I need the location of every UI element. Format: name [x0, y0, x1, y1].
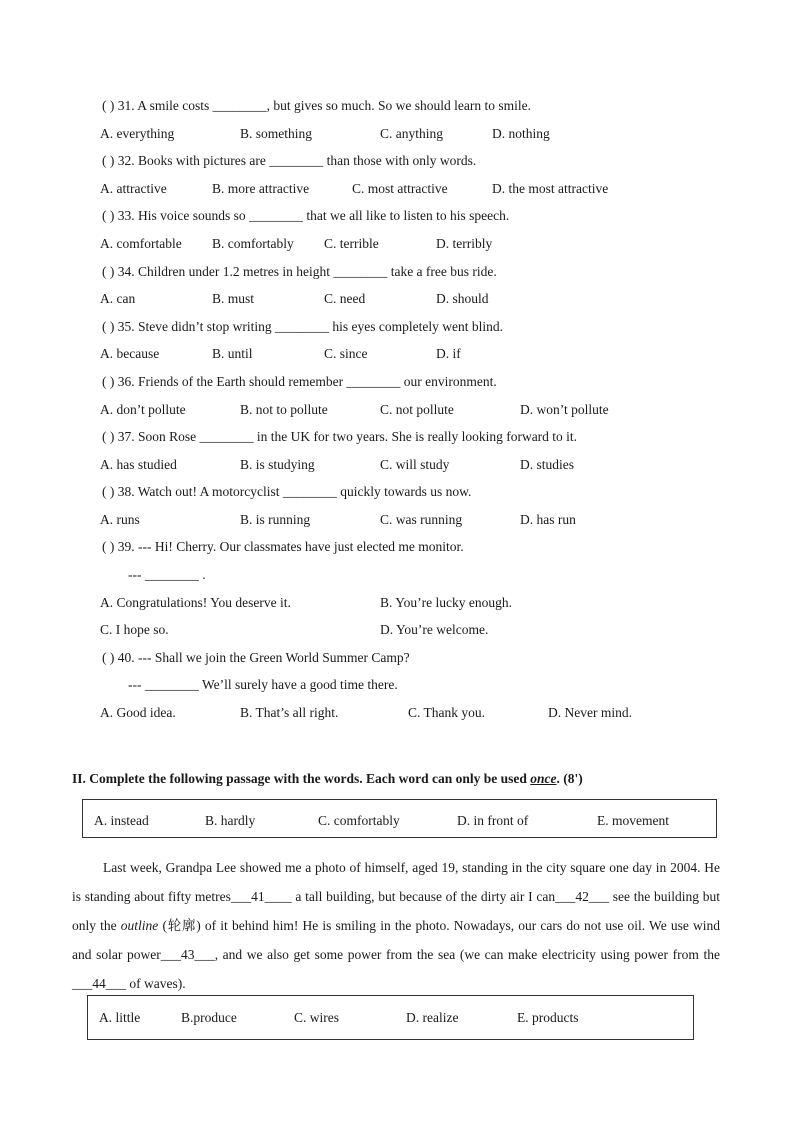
- option-d: D. won’t pollute: [520, 402, 609, 417]
- options-31: [100, 125, 720, 143]
- passage-italic-word: outline: [120, 918, 159, 933]
- question-stem: ( ) 34. Children under 1.2 metres in height ________ take a free bus ride.: [102, 264, 497, 279]
- options-40: [100, 704, 720, 722]
- question-stem: ( ) 39. --- Hi! Cherry. Our classmates have just elected me monitor.: [102, 539, 464, 554]
- word-box-1: [82, 799, 717, 838]
- option-a: A. because: [100, 346, 160, 361]
- word-box-2: [87, 995, 694, 1040]
- question-38: [102, 483, 471, 501]
- question-40: [102, 649, 410, 667]
- option-c: C. will study: [380, 457, 450, 472]
- option-d: D. Never mind.: [548, 705, 632, 720]
- option-b: B. That’s all right.: [240, 705, 339, 720]
- question-stem: ( ) 35. Steve didn’t stop writing ________ his eyes completely went blind.: [102, 319, 503, 334]
- option-a: A. don’t pollute: [100, 402, 186, 417]
- option-b: B. must: [212, 291, 255, 306]
- option-a: A. runs: [100, 512, 140, 527]
- word-option-b: B. hardly: [205, 813, 256, 828]
- question-35: [102, 318, 503, 336]
- reply-39: [128, 566, 206, 584]
- question-37: [102, 428, 577, 446]
- option-c: C. not pollute: [380, 402, 454, 417]
- option-d: D. studies: [520, 457, 574, 472]
- option-c: C. most attractive: [352, 181, 448, 196]
- question-stem: ( ) 37. Soon Rose ________ in the UK for two years. She is really looking forward to it.: [102, 429, 578, 444]
- option-d: D. You’re welcome.: [380, 622, 489, 637]
- word-option-d: D. realize: [406, 1010, 459, 1025]
- question-36: [102, 373, 497, 391]
- option-b: B. comfortably: [212, 236, 294, 251]
- option-b: B. more attractive: [212, 181, 310, 196]
- question-stem: ( ) 38. Watch out! A motorcyclist ________ quickly towards us now.: [102, 484, 472, 499]
- option-b: B. not to pollute: [240, 402, 328, 417]
- word-option-e: E. products: [517, 1010, 579, 1025]
- reply-40: [128, 676, 398, 694]
- question-stem: ( ) 33. His voice sounds so ________ that we all like to listen to his speech.: [102, 208, 510, 223]
- question-39: [102, 538, 464, 556]
- option-d: D. should: [436, 291, 489, 306]
- section-title-text: II. Complete the following passage with the words. Each word can only be used: [72, 771, 531, 786]
- options-36: [100, 401, 720, 419]
- option-b: B. You’re lucky enough.: [380, 595, 512, 610]
- word-option-c: C. wires: [294, 1010, 339, 1025]
- options-34: [100, 290, 720, 308]
- dialog-reply: --- ________ We’ll surely have a good time there.: [128, 677, 398, 692]
- option-c: C. Thank you.: [408, 705, 485, 720]
- word-option-d: D. in front of: [457, 813, 529, 828]
- passage-paragraph: [72, 853, 720, 998]
- passage: [72, 853, 720, 998]
- option-b: B. is studying: [240, 457, 315, 472]
- option-a: A. Good idea.: [100, 705, 176, 720]
- word-option-a: A. instead: [94, 813, 149, 828]
- options-37: [100, 456, 720, 474]
- question-33: [102, 207, 509, 225]
- dialog-reply: --- ________ .: [128, 567, 206, 582]
- question-34: [102, 263, 497, 281]
- option-d: D. terribly: [436, 236, 493, 251]
- word-option-e: E. movement: [597, 813, 669, 828]
- option-a: A. has studied: [100, 457, 177, 472]
- option-a: A. comfortable: [100, 236, 182, 251]
- section-title-points: . (8'): [556, 771, 583, 786]
- option-d: D. nothing: [492, 126, 550, 141]
- section-title-emphasis: once: [530, 771, 557, 786]
- option-a: A. attractive: [100, 181, 167, 196]
- option-c: C. terrible: [324, 236, 379, 251]
- option-b: B. something: [240, 126, 313, 141]
- options-33: [100, 235, 720, 253]
- question-stem: ( ) 31. A smile costs ________, but gives so much. So we should learn to smile.: [102, 98, 531, 113]
- question-stem: ( ) 40. --- Shall we join the Green World Summer Camp?: [102, 650, 410, 665]
- option-c: C. I hope so.: [100, 622, 169, 637]
- option-a: A. Congratulations! You deserve it.: [100, 595, 291, 610]
- options-35: [100, 345, 720, 363]
- question-32: [102, 152, 476, 170]
- passage-text: Last week, Grandpa Lee showed me a photo of himself, aged 19, standing in the city square one day in 2004. He is standing about fifty metres___41____ a tall building, but because of the dirty air I can___42___ see the building but only the: [72, 860, 720, 933]
- option-a: A. can: [100, 291, 136, 306]
- option-c: C. since: [324, 346, 368, 361]
- word-option-c: C. comfortably: [318, 813, 400, 828]
- passage-text-end: (轮廓) of it behind him! He is smiling in the photo. Nowadays, our cars do not use oil. We use wind and solar power___43___, and we also get some power from the sea (we can make electricity using power from the ___44___ of waves).: [72, 918, 720, 991]
- question-31: [102, 97, 531, 115]
- option-d: D. if: [436, 346, 461, 361]
- word-option-b: B.produce: [181, 1010, 237, 1025]
- section-2-title: [72, 770, 583, 788]
- options-32: [100, 180, 720, 198]
- option-c: C. need: [324, 291, 366, 306]
- option-d: D. the most attractive: [492, 181, 609, 196]
- question-stem: ( ) 32. Books with pictures are ________ than those with only words.: [102, 153, 477, 168]
- option-c: C. anything: [380, 126, 443, 141]
- option-d: D. has run: [520, 512, 576, 527]
- options-38: [100, 511, 720, 529]
- option-b: B. until: [212, 346, 253, 361]
- word-option-a: A. little: [99, 1010, 141, 1025]
- option-b: B. is running: [240, 512, 311, 527]
- option-c: C. was running: [380, 512, 463, 527]
- question-stem: ( ) 36. Friends of the Earth should remember ________ our environment.: [102, 374, 497, 389]
- options-39: [100, 594, 720, 640]
- option-a: A. everything: [100, 126, 175, 141]
